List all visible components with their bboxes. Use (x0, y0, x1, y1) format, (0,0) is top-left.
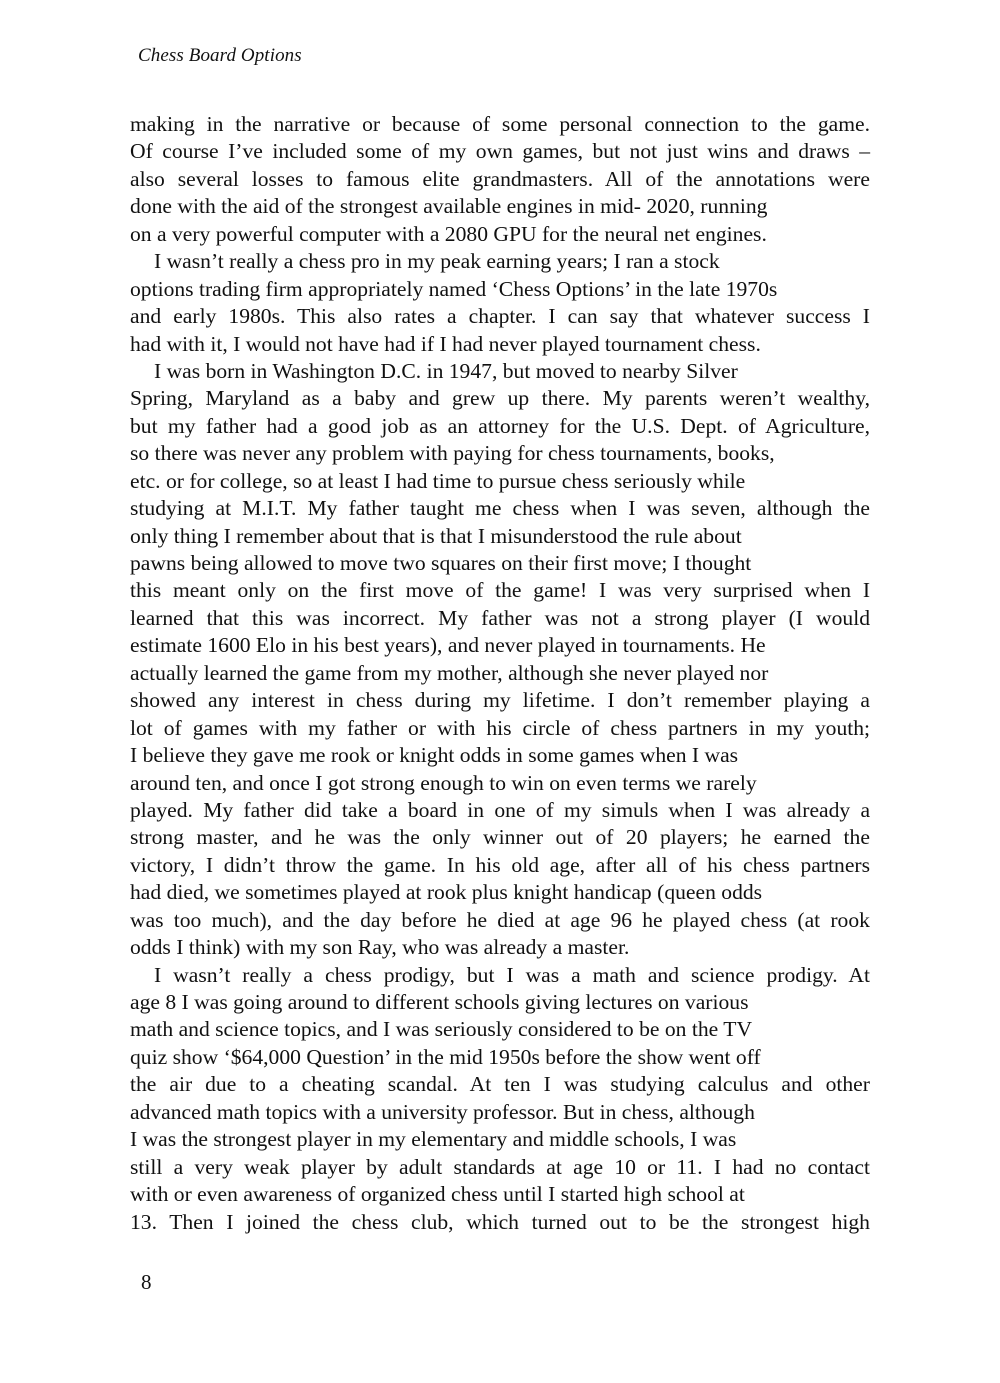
text-line: studying at M.I.T. My father taught me chess when I was seven, although the (130, 496, 870, 521)
text-line: age 8 I was going around to different schools giving lectures on various (130, 990, 749, 1014)
running-head: Chess Board Options (138, 45, 302, 66)
text-line: lot of games with my father or with his circle of chess partners in my youth; (130, 715, 871, 740)
text-line: also several losses to famous elite grandmasters. All of the annotations were (130, 166, 870, 191)
text-line: Of course I’ve included some of my own games, but not just wins and draws – (130, 139, 871, 164)
text-line: had with it, I would not have had if I had never played tournament chess. (130, 331, 761, 356)
text-line: on a very powerful computer with a 2080 GPU for the neural net engines. (130, 221, 767, 246)
text-line: I was the strongest player in my elementary and middle schools, I was (130, 1127, 737, 1152)
text-line: victory, I didn’t throw the game. In his old age, after all of his chess partners (130, 852, 871, 877)
text-line: options trading firm appropriately named ‘Chess Options’ in the late 1970s (130, 276, 778, 301)
text-line: but my father had a good job as an attorney for the U.S. Dept. of Agriculture, (130, 413, 871, 438)
text-line: pawns being allowed to move two squares on their first move; I thought (130, 551, 752, 575)
text-line: I believe they gave me rook or knight odds in some games when I was (130, 743, 739, 768)
text-line: actually learned the game from my mother, although she never played nor (130, 660, 769, 685)
page-number: 8 (141, 1270, 152, 1294)
text-line: 13. Then I joined the chess club, which turned out to be the strongest high (130, 1209, 870, 1234)
text-line: odds I think) with my son Ray, who was already a master. (130, 935, 630, 960)
text-line: Spring, Maryland as a baby and grew up there. My parents weren’t wealthy, (130, 386, 871, 411)
text-line: this meant only on the first move of the game! I was very surprised when I (130, 578, 871, 603)
text-line: had died, we sometimes played at rook plus knight handicap (queen odds (130, 880, 763, 905)
body-text (130, 111, 870, 1236)
text-line: math and science topics, and I was seriously considered to be on the TV (130, 1017, 753, 1042)
text-line: making in the narrative or because of some personal connection to the game. (130, 112, 870, 136)
text-line: showed any interest in chess during my lifetime. I don’t remember playing a (130, 688, 871, 713)
text-line: strong master, and he was the only winner out of 20 players; he earned the (130, 825, 870, 850)
text-line: I was born in Washington D.C. in 1947, but moved to nearby Silver (154, 358, 738, 383)
text-line: was too much), and the day before he died at age 96 he played chess (at rook (130, 907, 870, 932)
text-line: I wasn’t really a chess pro in my peak earning years; I ran a stock (154, 249, 720, 274)
text-line: etc. or for college, so at least I had time to pursue chess seriously while (130, 468, 746, 493)
text-line: learned that this was incorrect. My father was not a strong player (I would (130, 605, 870, 630)
text-line: so there was never any problem with paying for chess tournaments, books, (130, 441, 775, 466)
text-line: I wasn’t really a chess prodigy, but I was a math and science prodigy. At (154, 962, 871, 987)
text-line: only thing I remember about that is that I misunderstood the rule about (130, 523, 742, 548)
text-line: advanced math topics with a university professor. But in chess, although (130, 1099, 755, 1124)
text-line: around ten, and once I got strong enough to win on even terms we rarely (130, 770, 757, 795)
text-line: played. My father did take a board in one of my simuls when I was already a (130, 797, 871, 822)
text-line: still a very weak player by adult standards at age 10 or 11. I had no contact (130, 1154, 870, 1179)
text-line: and early 1980s. This also rates a chapter. I can say that whatever success I (130, 304, 870, 329)
text-line: quiz show ‘$64,000 Question’ in the mid 1950s before the show went off (130, 1044, 761, 1069)
text-line: with or even awareness of organized chess until I started high school at (130, 1182, 745, 1207)
text-line: the air due to a cheating scandal. At ten I was studying calculus and other (130, 1072, 870, 1097)
text-line: estimate 1600 Elo in his best years), and never played in tournaments. He (130, 633, 766, 658)
text-line: done with the aid of the strongest available engines in mid- 2020, running (130, 194, 768, 219)
